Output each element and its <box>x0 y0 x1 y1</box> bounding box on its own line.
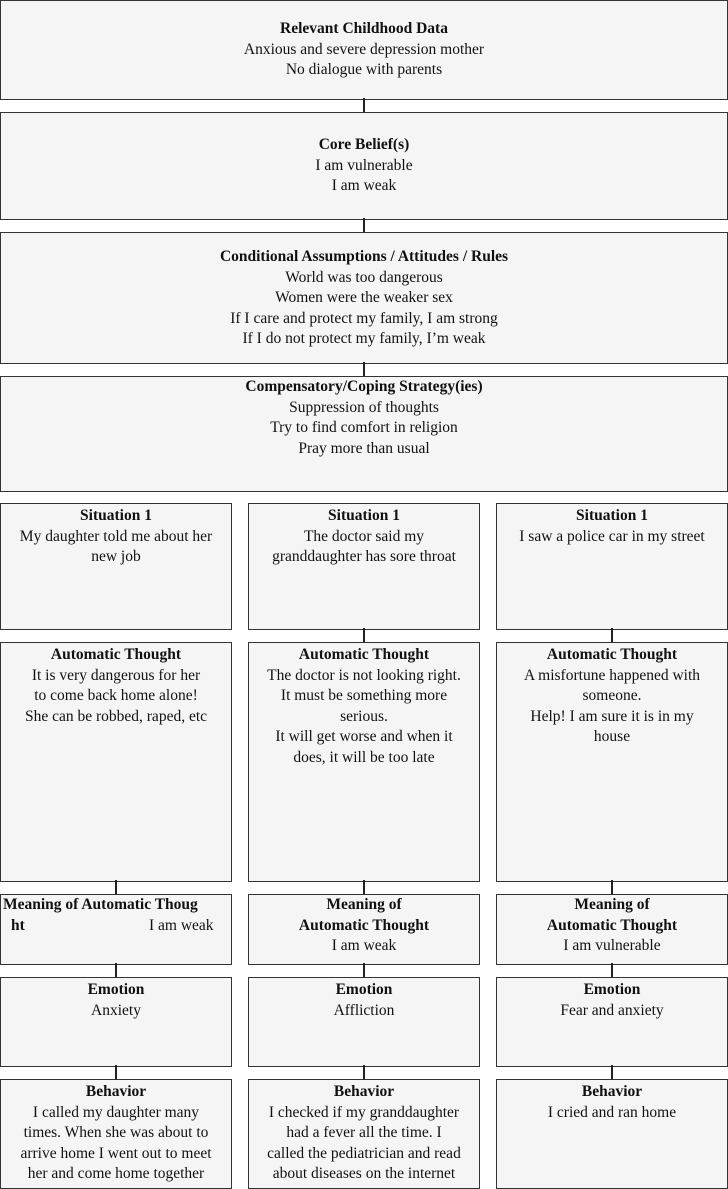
behavior-title: Behavior <box>85 1083 147 1100</box>
automatic-thought-line: It will get worse and when it <box>275 728 453 746</box>
emotion-line: Anxiety <box>91 1001 141 1019</box>
behavior-line: I cried and ran home <box>547 1103 677 1121</box>
behavior-line: times. When she was about to <box>23 1124 209 1142</box>
situation-title: Situation 1 <box>80 507 152 524</box>
meaning-title: Meaning of <box>574 896 650 913</box>
automatic-thought-line: serious. <box>340 707 388 725</box>
behavior-line: about diseases on the internet <box>272 1165 456 1183</box>
automatic-thought-title: Automatic Thought <box>546 646 678 663</box>
emotion-box <box>496 977 728 1067</box>
meaning-value: I am weak <box>149 916 214 934</box>
assumptions-line: If I care and protect my family, I am strong <box>230 309 498 327</box>
behavior-line: had a fever all the time. I <box>286 1124 442 1142</box>
automatic-thought-line: house <box>593 728 631 746</box>
automatic-thought-line: does, it will be too late <box>293 748 435 766</box>
behavior-box <box>496 1079 728 1189</box>
situation-box <box>0 503 232 630</box>
childhood-data-line: Anxious and severe depression mother <box>243 40 485 58</box>
automatic-thought-title: Automatic Thought <box>298 646 430 663</box>
situation-line: The doctor said my <box>303 527 425 545</box>
core-belief-title: Core Belief(s) <box>318 136 410 153</box>
childhood-data-line: No dialogue with parents <box>285 61 443 79</box>
automatic-thought-box <box>0 642 232 882</box>
core-belief-box <box>0 112 728 220</box>
meaning-title: Meaning of <box>326 896 402 913</box>
meaning-title-end: Automatic Thought <box>546 916 678 934</box>
childhood-data-title: Relevant Childhood Data <box>280 20 448 37</box>
emotion-box <box>0 977 232 1067</box>
behavior-line: I called my daughter many <box>32 1103 200 1121</box>
automatic-thought-line: Help! I am sure it is in my <box>530 707 694 725</box>
meaning-row <box>1 916 231 937</box>
automatic-thought-line: The doctor is not looking right. <box>267 666 461 684</box>
meaning-title-end: Automatic Thought <box>298 916 430 934</box>
automatic-thought-line: someone. <box>582 687 642 705</box>
automatic-thought-box <box>496 642 728 882</box>
automatic-thought-box <box>248 642 480 882</box>
coping-strategy-box <box>0 376 728 492</box>
meaning-box <box>496 894 728 965</box>
situation-title: Situation 1 <box>328 507 400 524</box>
coping-strategy-title: Compensatory/Coping Strategy(ies) <box>245 378 483 395</box>
situation-line: new job <box>91 548 141 566</box>
behavior-line: arrive home I went out to meet <box>20 1144 212 1162</box>
meaning-value: I am vulnerable <box>563 937 661 955</box>
automatic-thought-line: It is very dangerous for her <box>31 666 201 684</box>
automatic-thought-title: Automatic Thought <box>50 646 182 663</box>
core-belief-line: I am vulnerable <box>315 156 413 174</box>
situation-box <box>496 503 728 630</box>
meaning-value: I am weak <box>331 937 397 955</box>
emotion-title: Emotion <box>583 981 641 998</box>
meaning-title: Meaning of Automatic Thoug <box>3 896 198 913</box>
behavior-title: Behavior <box>581 1083 643 1100</box>
automatic-thought-line: It must be something more <box>280 687 448 705</box>
situation-title: Situation 1 <box>576 507 648 524</box>
core-belief-line: I am weak <box>331 177 397 195</box>
behavior-line: her and come home together <box>27 1165 205 1183</box>
behavior-box <box>248 1079 480 1189</box>
assumptions-line: World was too dangerous <box>285 268 443 286</box>
situation-line: I saw a police car in my street <box>519 527 705 545</box>
coping-strategy-line: Try to find comfort in religion <box>270 419 458 437</box>
emotion-line: Affliction <box>333 1001 395 1019</box>
behavior-line: called the pediatrician and read <box>267 1144 461 1162</box>
meaning-box <box>0 894 232 965</box>
emotion-box <box>248 977 480 1067</box>
meaning-title-end: ht <box>11 916 25 934</box>
situation-line: granddaughter has sore throat <box>272 548 456 566</box>
emotion-title: Emotion <box>87 981 145 998</box>
coping-strategy-line: Suppression of thoughts <box>289 398 439 416</box>
emotion-line: Fear and anxiety <box>560 1001 664 1019</box>
assumptions-line: If I do not protect my family, I’m weak <box>242 330 486 348</box>
behavior-line: I checked if my granddaughter <box>268 1103 460 1121</box>
automatic-thought-line: A misfortune happened with <box>523 666 701 684</box>
assumptions-box <box>0 232 728 364</box>
behavior-title: Behavior <box>333 1083 395 1100</box>
assumptions-title: Conditional Assumptions / Attitudes / Rules <box>219 248 509 265</box>
meaning-box <box>248 894 480 965</box>
situation-line: My daughter told me about her <box>19 527 213 545</box>
emotion-title: Emotion <box>335 981 393 998</box>
situation-box <box>248 503 480 630</box>
behavior-box <box>0 1079 232 1189</box>
automatic-thought-line: She can be robbed, raped, etc <box>24 707 208 725</box>
automatic-thought-line: to come back home alone! <box>34 687 198 705</box>
assumptions-line: Women were the weaker sex <box>275 289 453 307</box>
childhood-data-box <box>0 0 728 100</box>
coping-strategy-line: Pray more than usual <box>298 439 430 457</box>
